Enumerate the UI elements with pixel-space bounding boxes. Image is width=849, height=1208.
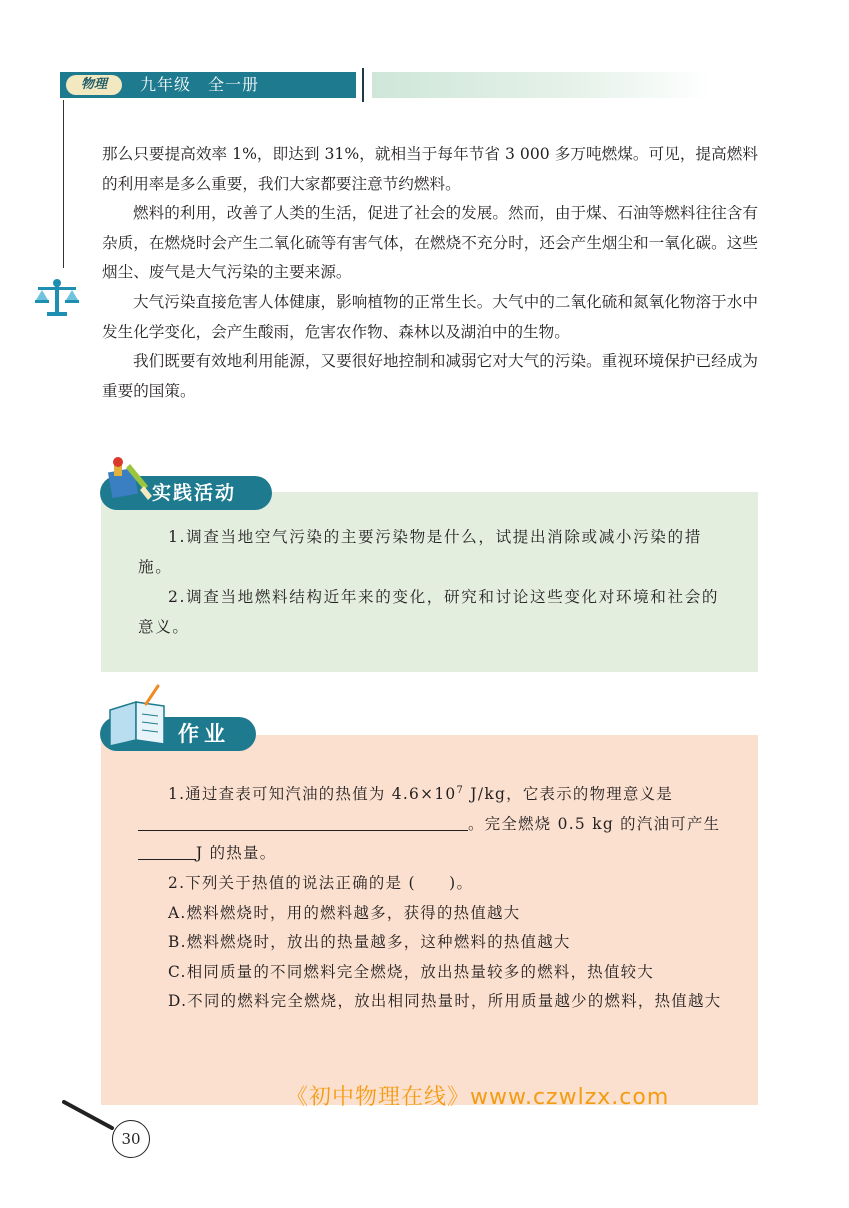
option-a: A.燃料燃烧时，用的燃料越多，获得的热值越大 — [168, 903, 521, 922]
paragraph: 燃料的利用，改善了人类的生活，促进了社会的发展。然而，由于煤、石油等燃料往往含有杂质，在燃烧时会产生二氧化硫等有害气体，在燃烧不充分时，还会产生烟尘和一氧化碳。这些烟尘、废气是大气污染的主要来源。 — [102, 204, 758, 282]
main-text — [102, 140, 758, 406]
header-bar — [60, 72, 356, 98]
activity-item: 2.调查当地燃料结构近年来的变化，研究和讨论这些变化对环境和社会的意义。 — [138, 588, 720, 636]
q1-text-c: 。完全燃烧 0.5 kg 的汽油可产生 — [468, 814, 721, 833]
option-c: C.相同质量的不同燃料完全燃烧，放出热量较多的燃料，热值较大 — [168, 962, 655, 981]
q1-text-b: J/kg，它表示的物理意义是 — [464, 785, 674, 804]
page-number: 30 — [112, 1120, 150, 1158]
header-divider — [362, 68, 364, 102]
q1-text-d: J 的热量。 — [196, 844, 277, 863]
option-b: B.燃料燃烧时，放出的热量越多，这种燃料的热值越大 — [168, 933, 571, 952]
book-title: 九年级 全一册 — [140, 75, 260, 94]
q1-exponent: 7 — [456, 785, 465, 796]
activity-content — [138, 522, 734, 642]
margin-rule — [63, 100, 64, 268]
answer-blank-heat[interactable] — [138, 843, 196, 860]
paint-tools-icon — [104, 456, 156, 504]
homework-content — [138, 776, 738, 1017]
paragraph: 那么只要提高效率 1%，即达到 31%，就相当于每年节省 3 000 多万吨燃煤。可见，提高燃料的利用率是多么重要，我们大家都要注意节约燃料。 — [102, 145, 758, 193]
paragraph: 我们既要有效地利用能源，又要很好地控制和减弱它对大气的污染。重视环境保护已经成为重要的国策。 — [102, 352, 758, 400]
question-2-stem: 2.下列关于热值的说法正确的是 ( )。 — [168, 873, 474, 892]
option-d: D.不同的燃料完全燃烧，放出相同热量时，所用质量越少的燃料，热值越大 — [168, 992, 722, 1011]
watermark: 《初中物理在线》www.czwlzx.com — [286, 1085, 670, 1110]
balance-scale-icon — [34, 278, 80, 318]
open-book-icon — [106, 684, 170, 746]
question-1 — [138, 776, 738, 869]
q1-text-a: 1.通过查表可知汽油的热值为 4.6×10 — [168, 785, 457, 804]
answer-blank-meaning[interactable] — [138, 814, 468, 831]
paragraph: 大气污染直接危害人体健康，影响植物的正常生长。大气中的二氧化硫和氮氧化物溶于水中发生化学变化，会产生酸雨，危害农作物、森林以及湖泊中的生物。 — [102, 292, 758, 341]
activity-title: 实践活动 — [152, 482, 237, 504]
homework-title: 作业 — [178, 722, 230, 746]
activity-item: 1.调查当地空气污染的主要污染物是什么，试提出消除或减小污染的措施。 — [138, 528, 702, 576]
header-gradient-band — [372, 72, 712, 98]
subject-badge: 物理 — [66, 75, 122, 95]
